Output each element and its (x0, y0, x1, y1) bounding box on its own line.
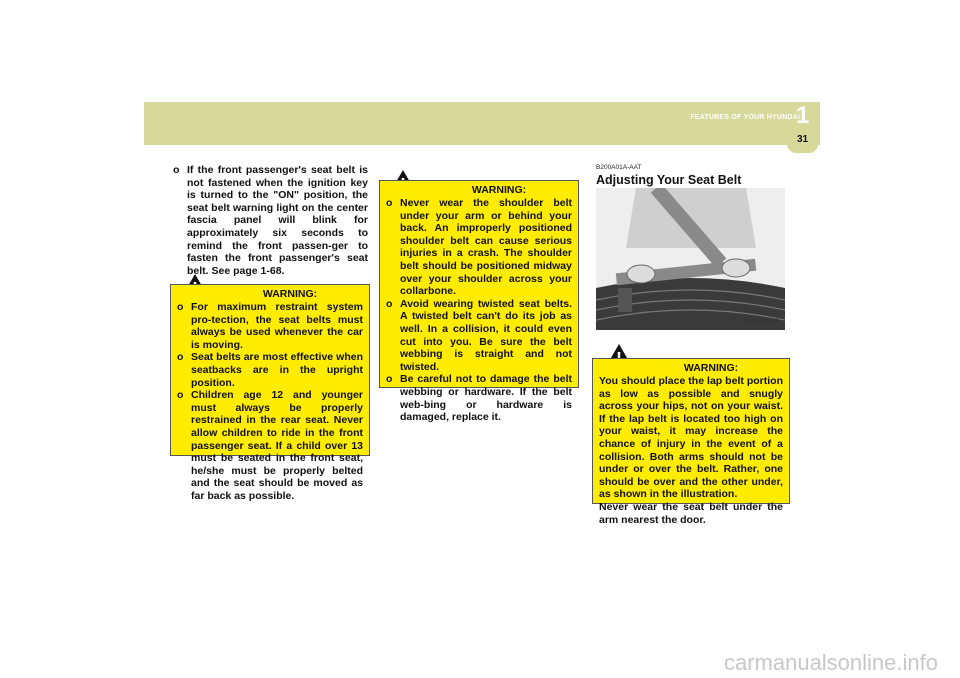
passenger-belt-note (173, 164, 368, 277)
warning-item: o Avoid wearing twisted seat belts. A twisted belt can't do its job as well. In a collision, it could even cut into you. Be sure the belt webbing is straight and not twisted. (386, 297, 572, 373)
section-title: FEATURES OF YOUR HYUNDAI (690, 114, 800, 121)
warning-paragraph: Never wear the seat belt under the arm nearest the door. (599, 500, 783, 526)
warning-item: o Be careful not to damage the belt webbing or hardware. If the belt web-bing or hardware is damaged, replace it. (386, 373, 572, 424)
left-column (173, 164, 368, 277)
middle-warning-box (379, 180, 579, 424)
warning-title: WARNING: (683, 362, 739, 374)
section-heading: Adjusting Your Seat Belt (596, 173, 742, 187)
warning-title: WARNING: (471, 184, 527, 196)
seat-belt-drawing (596, 188, 785, 330)
right-column-header (596, 164, 796, 187)
warning-item: o Never wear the shoulder belt under your arm or behind your back. An improperly positioned shoulder belt can cause serious injuries in a crash. The shoulder belt should be positioned midway over your shoulder across your collarbone. (386, 197, 572, 298)
section-code: B200A01A-AAT (596, 164, 642, 171)
warning-item: o Seat belts are most effective when seatbacks are in the upright position. (177, 351, 363, 389)
warning-paragraph: You should place the lap belt portion as low as possible and snugly across your hips, not on your waist. If the lap belt is located too high on your waist, it may increase the chance of injury in the event of a collision. Both arms should not be under or over the belt. Rather, one should be over and the other under, as shown in the illustration. (599, 375, 783, 501)
illustration-code: B200A01NF (743, 318, 779, 325)
page-number: 31 (796, 134, 809, 145)
warning-item: o For maximum restraint system pro-tection, the seat belts must always be used whenever the car is moving. (177, 301, 363, 351)
watermark: carmanualsonline.info (723, 650, 938, 675)
right-warning-box (592, 358, 790, 526)
seat-belt-illustration (596, 188, 785, 330)
header-band (144, 102, 820, 145)
bullet-marker: o (173, 164, 180, 176)
warning-title: WARNING: (262, 288, 318, 300)
chapter-number: 1 (796, 102, 810, 129)
left-warning-box (170, 284, 370, 502)
warning-item: o Children age 12 and younger must always be properly restrained in the rear seat. Never allow children to ride in the front passenger seat. If a child over 13 must be seated in the front seat, he/she must be properly belted and the seat should be moved as far back as possible. (177, 389, 363, 502)
note-text: If the front passenger's seat belt is not fastened when the ignition key is turned to the "ON" position, the seat belt warning light on the center fascia panel will blink for approximately six seconds to remind the front passen-ger to fasten the front passenger's seat belt. See page 1-68. (187, 164, 368, 277)
